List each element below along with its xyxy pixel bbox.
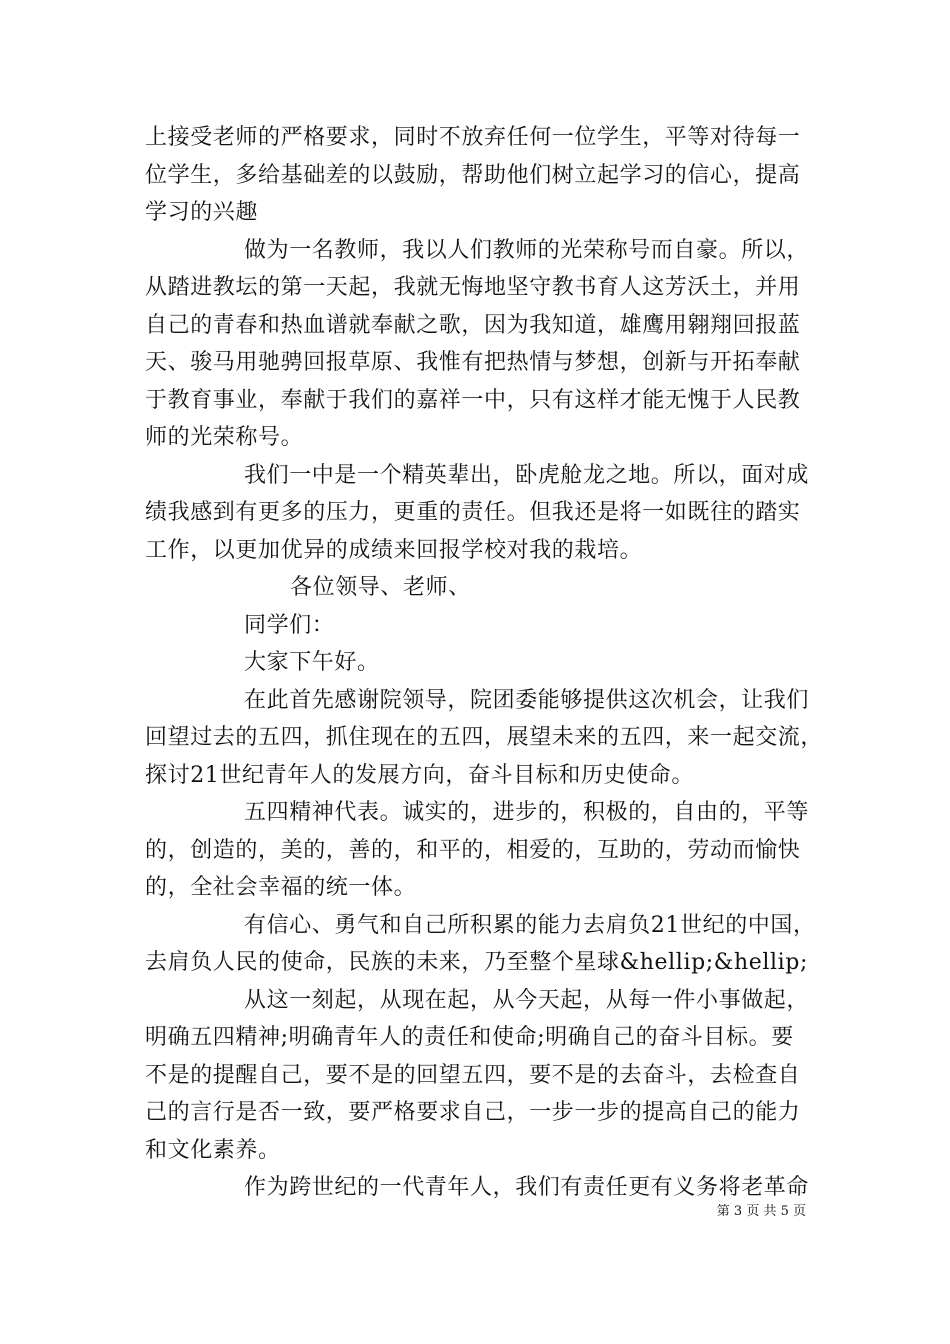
text-line: 各位领导、老师、 bbox=[290, 575, 471, 600]
text-line: 回望过去的五四，抓住现在的五四，展望未来的五四，来一起交流， bbox=[145, 725, 824, 750]
text-line: 于教育事业，奉献于我们的嘉祥一中，只有这样才能无愧于人民教 bbox=[145, 387, 801, 413]
text-line: 做为一名教师，我以人们教师的光荣称号而自豪。所以， bbox=[244, 237, 810, 263]
text-line: 自己的青春和热血谱就奉献之歌，因为我知道，雄鹰用翱翔回报蓝 bbox=[145, 312, 801, 338]
text-line: 学习的兴趣 bbox=[145, 200, 259, 225]
document-body bbox=[145, 119, 824, 1207]
text-line: 有信心、勇气和自己所积累的能力去肩负21世纪的中国， bbox=[244, 912, 816, 938]
text-line: 工作，以更加优异的成绩来回报学校对我的栽培。 bbox=[145, 537, 643, 563]
text-line: 去肩负人民的使命，民族的未来，乃至整个星球&hellip;&hellip; bbox=[145, 950, 808, 975]
text-line: 在此首先感谢院领导，院团委能够提供这次机会，让我们 bbox=[244, 687, 810, 713]
text-line: 从这一刻起，从现在起，从今天起，从每一件小事做起， bbox=[244, 987, 810, 1013]
text-line: 上接受老师的严格要求，同时不放弃任何一位学生，平等对待每一 bbox=[145, 125, 801, 150]
text-line: 五四精神代表。诚实的，进步的，积极的，自由的，平等 bbox=[244, 800, 810, 825]
text-line: 同学们： bbox=[244, 612, 335, 638]
text-line: 不是的提醒自己，要不是的回望五四，要不是的去奋斗，去检查自 bbox=[145, 1062, 801, 1088]
text-line: 绩我感到有更多的压力，更重的责任。但我还是将一如既往的踏实 bbox=[145, 500, 801, 525]
text-line: 师的光荣称号。 bbox=[145, 425, 304, 450]
text-line: 我们一中是一个精英辈出，卧虎舱龙之地。所以，面对成 bbox=[244, 462, 810, 488]
text-line: 的，全社会幸福的统一体。 bbox=[145, 875, 417, 900]
text-line: 从踏进教坛的第一天起，我就无悔地坚守教书育人这芳沃土，并用 bbox=[145, 275, 801, 300]
page-number-footer: 第 3 页 共 5 页 bbox=[716, 1204, 806, 1219]
text-line: 和文化素养。 bbox=[145, 1137, 281, 1163]
text-line: 己的言行是否一致，要严格要求自己，一步一步的提高自己的能力 bbox=[145, 1100, 801, 1125]
text-line: 作为跨世纪的一代青年人，我们有责任更有义务将老革命 bbox=[244, 1175, 810, 1200]
text-line: 的，创造的，美的，善的，和平的，相爱的，互助的，劳动而愉快 bbox=[145, 837, 801, 863]
text-line: 位学生，多给基础差的以鼓励，帮助他们树立起学习的信心，提高 bbox=[145, 162, 801, 188]
text-line: 天、骏马用驰骋回报草原、我惟有把热情与梦想，创新与开拓奉献 bbox=[145, 350, 801, 375]
text-line: 明确五四精神;明确青年人的责任和使命;明确自己的奋斗目标。要 bbox=[145, 1025, 794, 1050]
text-line: 大家下午好。 bbox=[244, 650, 380, 675]
text-line: 探讨21世纪青年人的发展方向，奋斗目标和历史使命。 bbox=[145, 762, 694, 788]
